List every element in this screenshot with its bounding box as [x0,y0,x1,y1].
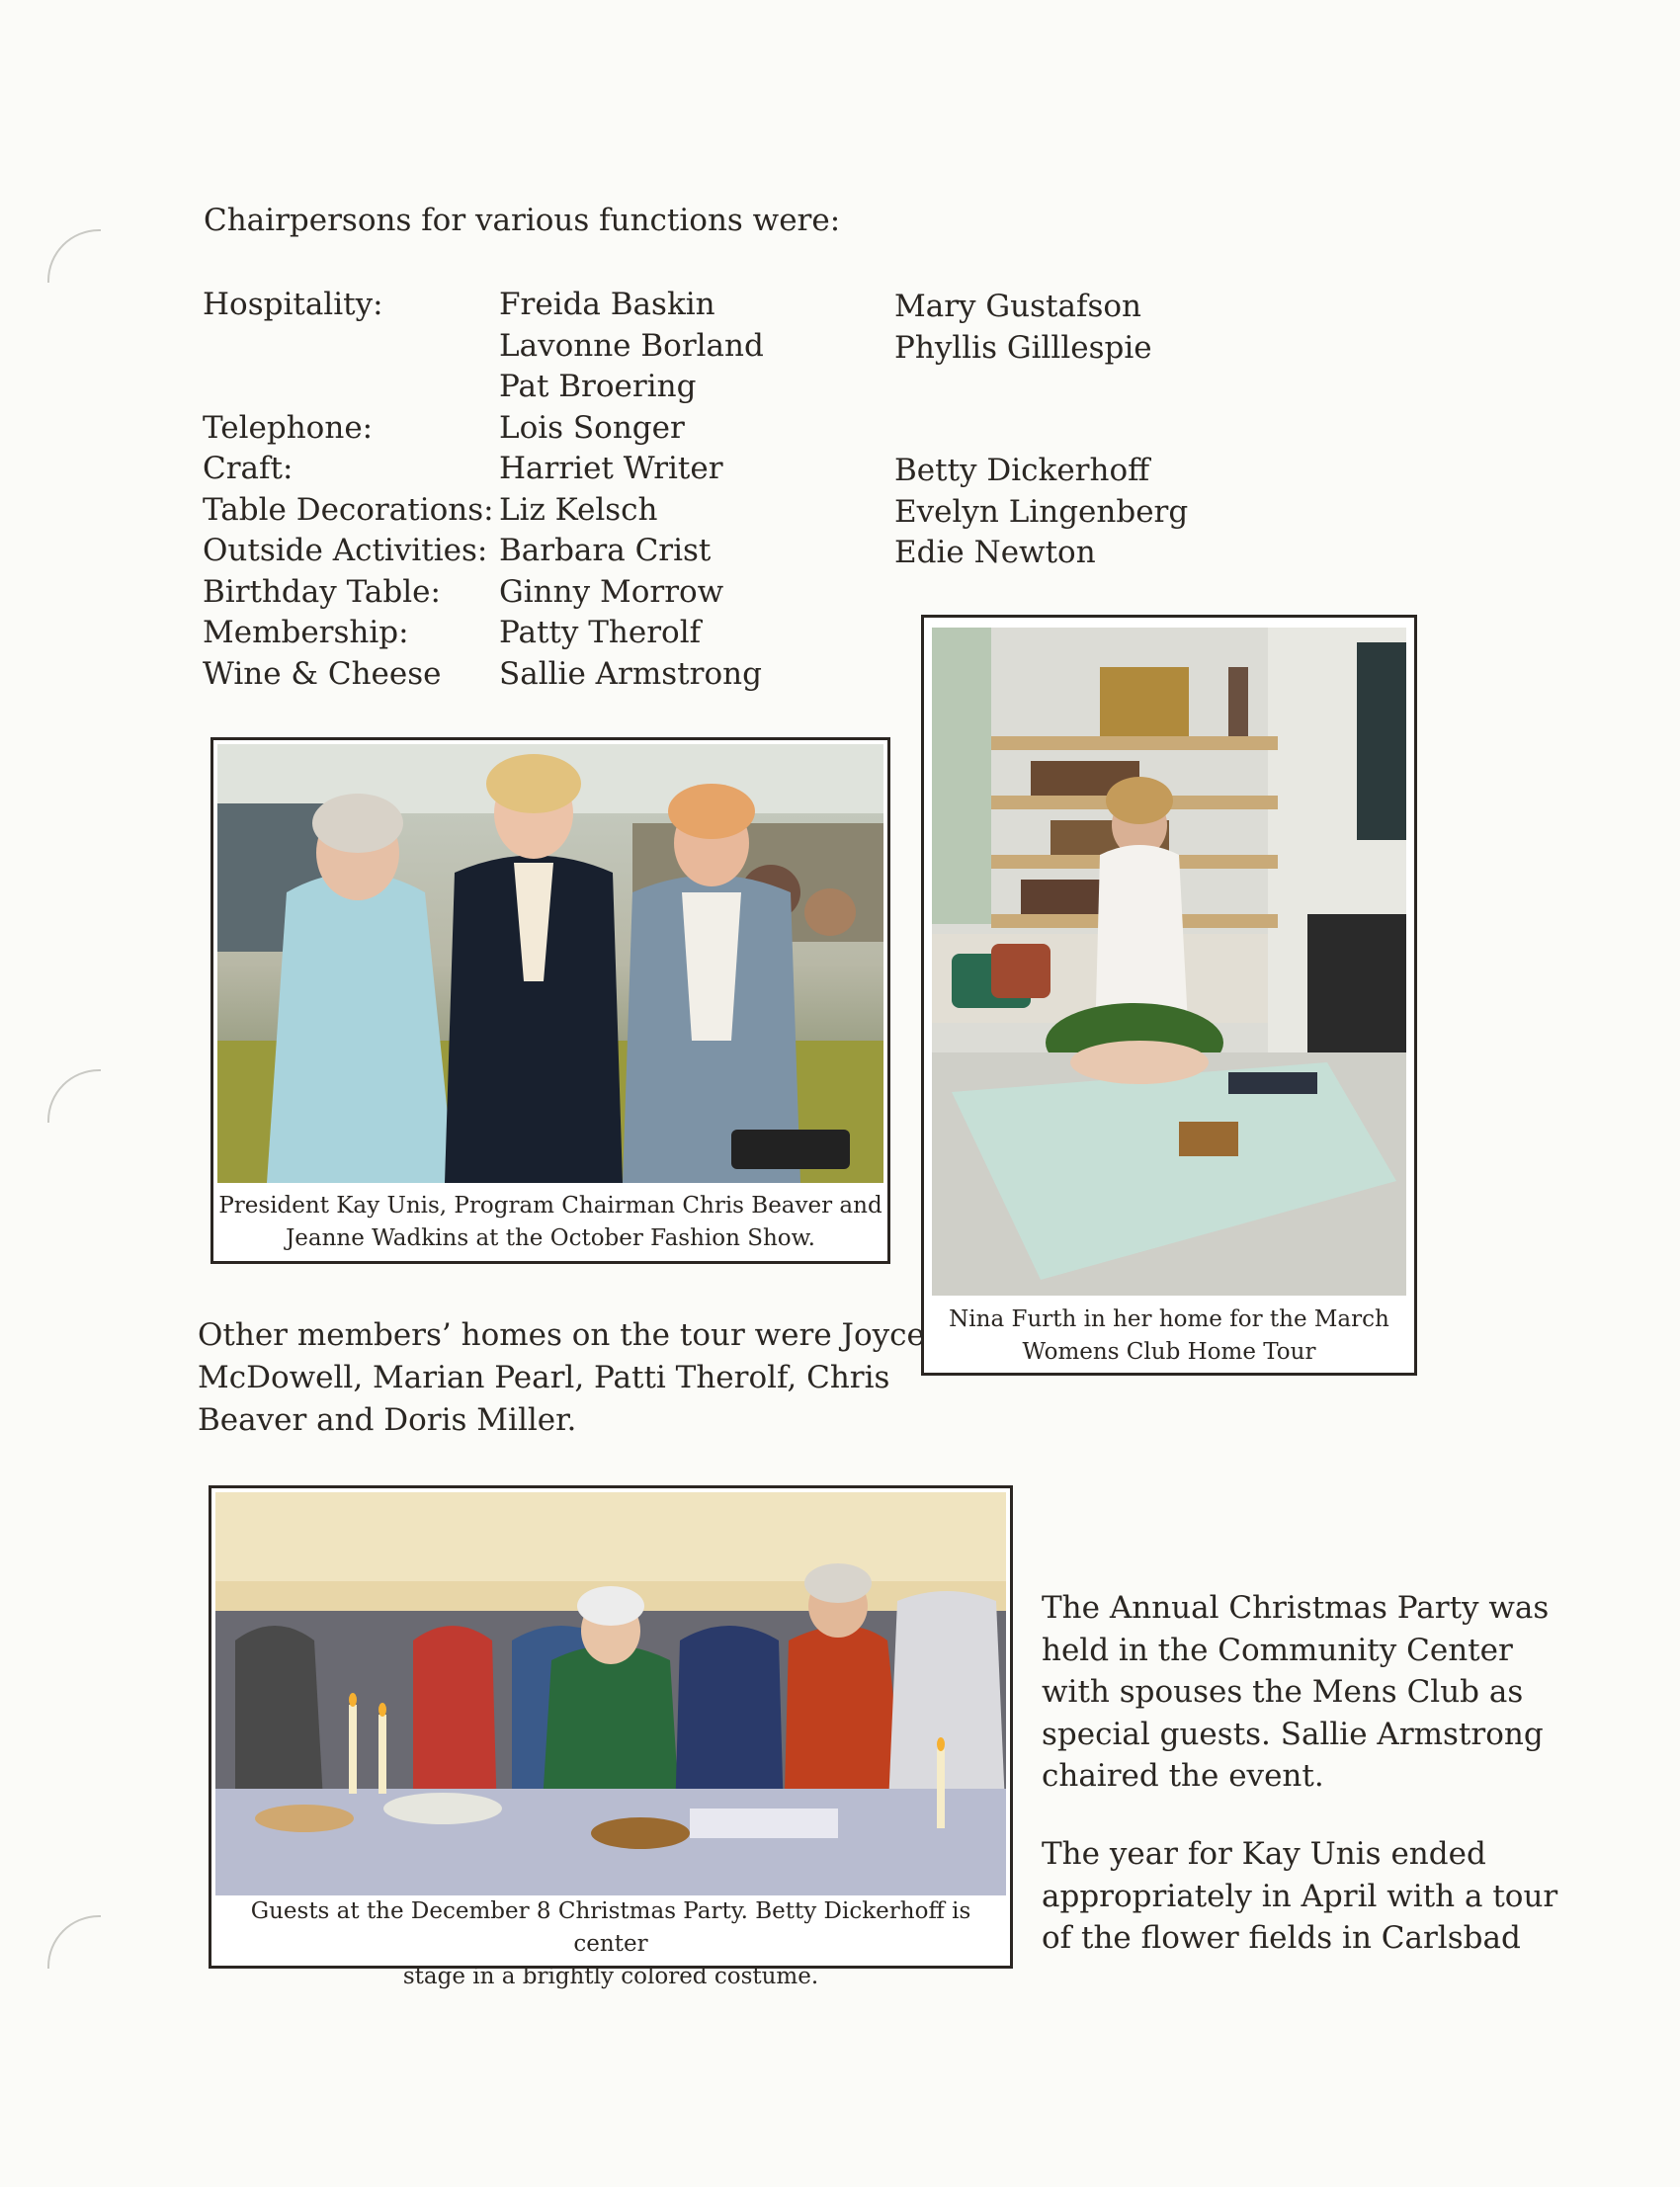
binder-hole-mark [47,1915,101,1969]
paragraph-line: Other members’ homes on the tour were Joyce [198,1317,925,1353]
caption-line: Nina Furth in her home for the March [949,1306,1389,1332]
christmas-party-image [215,1492,1006,1895]
caption-line: President Kay Unis, Program Chairman Chris Beaver and [218,1193,882,1219]
binder-hole-mark [47,229,101,283]
paragraph-line: appropriately in April with a tour [1042,1878,1558,1914]
chair-role: Birthday Table: [203,573,441,610]
chair-role: Wine & Cheese [203,655,442,692]
chair-names-extra-column [894,287,1188,574]
caption-line: Jeanne Wadkins at the October Fashion Show. [286,1225,815,1251]
chair-role: Table Decorations: [203,491,494,528]
caption-line: Guests at the December 8 Christmas Party. Betty Dickerhoff is center [250,1898,971,1957]
chair-name: Sallie Armstrong [499,655,762,692]
chair-name: Pat Broering [499,369,697,404]
christmas-paragraph [1042,1587,1549,1798]
paragraph-line: chaired the event. [1042,1758,1324,1794]
year-end-paragraph [1042,1833,1557,1960]
caption-line: stage in a brightly colored costume. [402,1964,819,1989]
chair-name: Freida Baskin [499,287,715,322]
caption-line: Womens Club Home Tour [1022,1339,1316,1365]
chair-name: Ginny Morrow [499,573,724,610]
chair-role: Membership: [203,615,409,650]
chair-name: Barbara Crist [499,533,712,568]
paragraph-line: of the flower fields in Carlsbad [1042,1920,1521,1956]
chair-role: Craft: [203,451,294,486]
chair-roles-column [203,285,494,695]
chair-name: Evelyn Lingenberg [894,493,1189,530]
chair-role: Outside Activities: [203,533,488,568]
chair-role [203,367,494,408]
chair-role: Hospitality: [203,287,383,322]
fashion-show-image [217,744,883,1183]
christmas-party-caption [211,1895,1010,1993]
chair-name: Mary Gustafson [894,289,1141,324]
chair-name: Phyllis Gilllespie [894,329,1152,366]
chair-role [203,326,494,368]
paragraph-line: held in the Community Center [1042,1632,1513,1668]
chair-role: Telephone: [203,409,374,446]
fashion-show-photo [210,737,890,1264]
chair-names-column [499,285,764,695]
chair-name: Harriet Writer [499,451,723,486]
chair-name: Lavonne Borland [499,327,764,364]
chair-name: Lois Songer [499,409,685,446]
tour-paragraph [198,1314,925,1442]
home-tour-photo [921,615,1417,1376]
chair-name: Betty Dickerhoff [894,453,1150,488]
paragraph-line: Beaver and Doris Miller. [198,1402,577,1438]
fashion-show-caption [213,1190,887,1255]
paragraph-line: McDowell, Marian Pearl, Patti Therolf, Chris [198,1360,890,1395]
christmas-party-photo [209,1485,1013,1989]
paragraph-line: special guests. Sallie Armstrong [1042,1716,1544,1752]
binder-hole-mark [47,1069,101,1123]
home-tour-caption [924,1304,1414,1369]
intro-heading: Chairpersons for various functions were: [204,203,841,238]
paragraph-line: with spouses the Mens Club as [1042,1674,1524,1710]
chair-name: Edie Newton [894,535,1096,570]
chair-name: Patty Therolf [499,615,702,650]
paragraph-line: The Annual Christmas Party was [1042,1590,1550,1626]
chair-name: Liz Kelsch [499,491,658,528]
paragraph-line: The year for Kay Unis ended [1042,1836,1486,1872]
home-tour-image [932,628,1406,1296]
